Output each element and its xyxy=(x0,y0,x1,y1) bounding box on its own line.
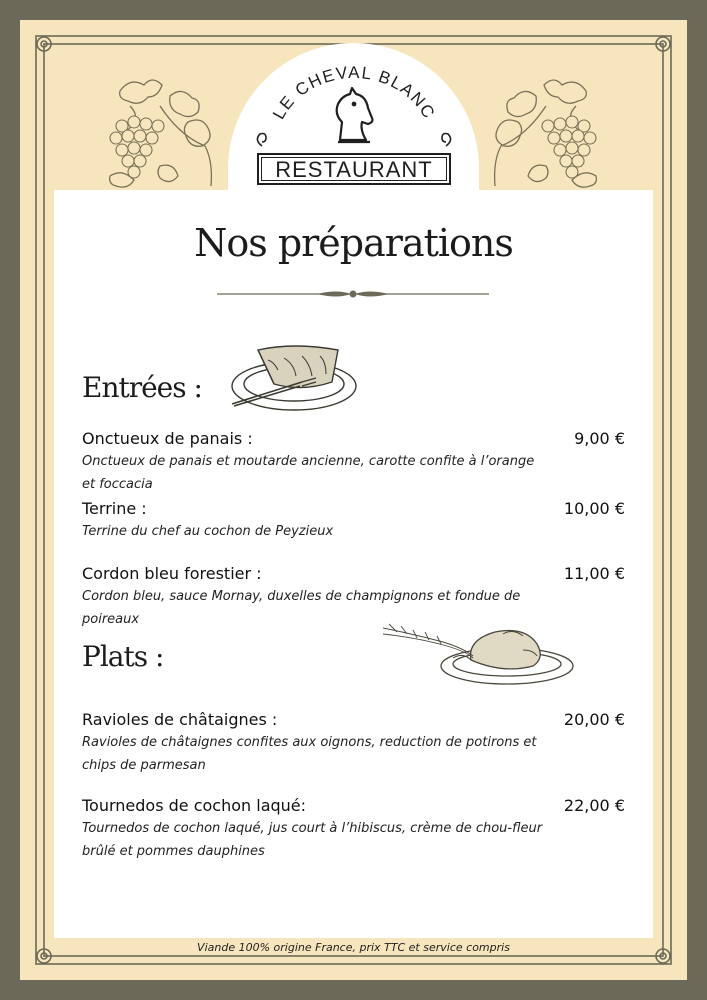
menu-item-description: Cordon bleu, sauce Mornay, duxelles de champignons et fondue de poireaux xyxy=(82,589,521,627)
restaurant-logo xyxy=(248,60,460,190)
left-scroll-ornament xyxy=(257,134,266,147)
grapes-right-illustration xyxy=(478,66,606,194)
logo-bottom-text: RESTAURANT xyxy=(275,157,433,182)
horse-head-icon xyxy=(337,88,373,142)
menu-item-price: 10,00 € xyxy=(563,499,625,518)
menu-item-name: Onctueux de panais : xyxy=(82,429,253,448)
grapes-left-illustration xyxy=(100,66,228,194)
menu-item-name: Cordon bleu forestier : xyxy=(82,564,262,583)
menu-item-description: Ravioles de châtaignes confites aux oignons, reduction de potirons et chips de parmesan xyxy=(82,735,537,773)
pie-illustration xyxy=(228,340,360,416)
right-scroll-ornament xyxy=(442,134,451,147)
page-title: Nos préparations xyxy=(194,221,513,265)
menu-item-price: 20,00 € xyxy=(563,710,625,729)
logo-top-text: LE CHEVAL BLANC xyxy=(269,62,439,123)
menu-item-name: Tournedos de cochon laqué: xyxy=(82,796,307,815)
logo-restaurant-box xyxy=(257,153,451,185)
menu-item-description: Onctueux de panais et moutarde ancienne, carotte confite à l’orange et foccacia xyxy=(82,454,535,492)
section-heading-plats: Plats : xyxy=(82,640,164,673)
roast-chicken-illustration xyxy=(383,620,577,690)
footer-note: Viande 100% origine France, prix TTC et service compris xyxy=(197,941,510,954)
title-divider xyxy=(217,286,489,302)
menu-item-price: 22,00 € xyxy=(563,796,625,815)
menu-item-price: 9,00 € xyxy=(574,429,625,448)
menu-item-description: Terrine du chef au cochon de Peyzieux xyxy=(82,524,334,539)
menu-item-description: Tournedos de cochon laqué, jus court à l’hibiscus, crème de chou-fleur brûlé et pommes dauphines xyxy=(82,821,543,859)
section-heading-entrees: Entrées : xyxy=(82,371,202,404)
menu-item-name: Terrine : xyxy=(82,499,147,518)
menu-item-price: 11,00 € xyxy=(563,564,625,583)
logo-emblem xyxy=(248,60,460,160)
menu-item-name: Ravioles de châtaignes : xyxy=(82,710,278,729)
